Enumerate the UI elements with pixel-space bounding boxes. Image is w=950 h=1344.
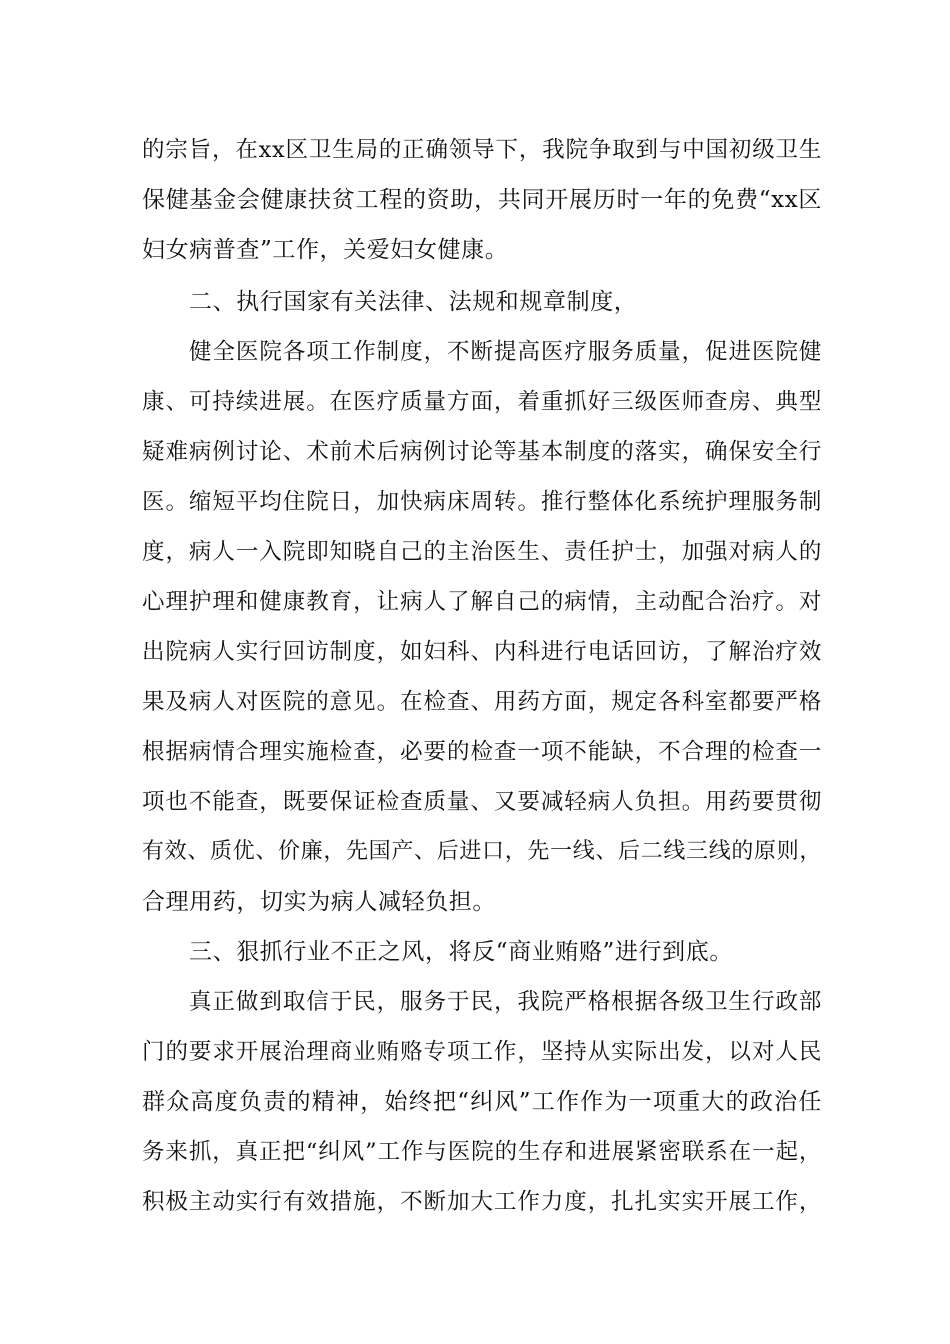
paragraph-line: 健全医院各项工作制度，不断提高医疗服务质量，促进医院健 bbox=[189, 339, 822, 365]
paragraph-line: 妇女病普查”工作，关爱妇女健康。 bbox=[142, 237, 509, 263]
section-heading: 二、执行国家有关法律、法规和规章制度， bbox=[189, 289, 638, 315]
paragraph-line: 医。缩短平均住院日，加快病床周转。推行整体化系统护理服务制 bbox=[142, 489, 822, 515]
paragraph-line: 心理护理和健康教育，让病人了解自己的病情，主动配合治疗。对 bbox=[142, 589, 822, 615]
paragraph-line: 的宗旨，在xx区卫生局的正确领导下，我院争取到与中国初级卫生 bbox=[142, 137, 822, 163]
paragraph-line: 康、可持续进展。在医疗质量方面，着重抓好三级医师查房、典型 bbox=[142, 389, 822, 415]
paragraph-line: 疑难病例讨论、术前术后病例讨论等基本制度的落实，确保安全行 bbox=[142, 439, 822, 465]
paragraph-line: 果及病人对医院的意见。在检查、用药方面，规定各科室都要严格 bbox=[142, 689, 822, 715]
paragraph-line: 积极主动实行有效措施，不断加大工作力度，扎扎实实开展工作， bbox=[142, 1189, 822, 1215]
paragraph-line: 出院病人实行回访制度，如妇科、内科进行电话回访，了解治疗效 bbox=[142, 639, 822, 665]
paragraph-line: 务来抓，真正把“纠风”工作与医院的生存和进展紧密联系在一起， bbox=[142, 1139, 822, 1165]
paragraph-line: 根据病情合理实施检查，必要的检查一项不能缺，不合理的检查一 bbox=[142, 739, 822, 765]
paragraph-line: 有效、质优、价廉，先国产、后进口，先一线、后二线三线的原则， bbox=[142, 839, 822, 864]
paragraph-line: 真正做到取信于民，服务于民，我院严格根据各级卫生行政部 bbox=[189, 989, 822, 1015]
paragraph-line: 门的要求开展治理商业贿赂专项工作，坚持从实际出发，以对人民 bbox=[142, 1039, 822, 1065]
paragraph-line: 项也不能查，既要保证检查质量、又要减轻病人负担。用药要贯彻 bbox=[142, 789, 822, 815]
paragraph-line: 群众高度负责的精神，始终把“纠风”工作作为一项重大的政治任 bbox=[142, 1089, 822, 1115]
paragraph-line: 合理用药，切实为病人减轻负担。 bbox=[142, 889, 496, 915]
section-heading: 三、狠抓行业不正之风，将反“商业贿赂”进行到底。 bbox=[189, 939, 733, 965]
paragraph-line: 保健基金会健康扶贫工程的资助，共同开展历时一年的免费“xx区 bbox=[142, 187, 822, 213]
paragraph-line: 度，病人一入院即知晓自己的主治医生、责任护士，加强对病人的 bbox=[142, 539, 822, 565]
